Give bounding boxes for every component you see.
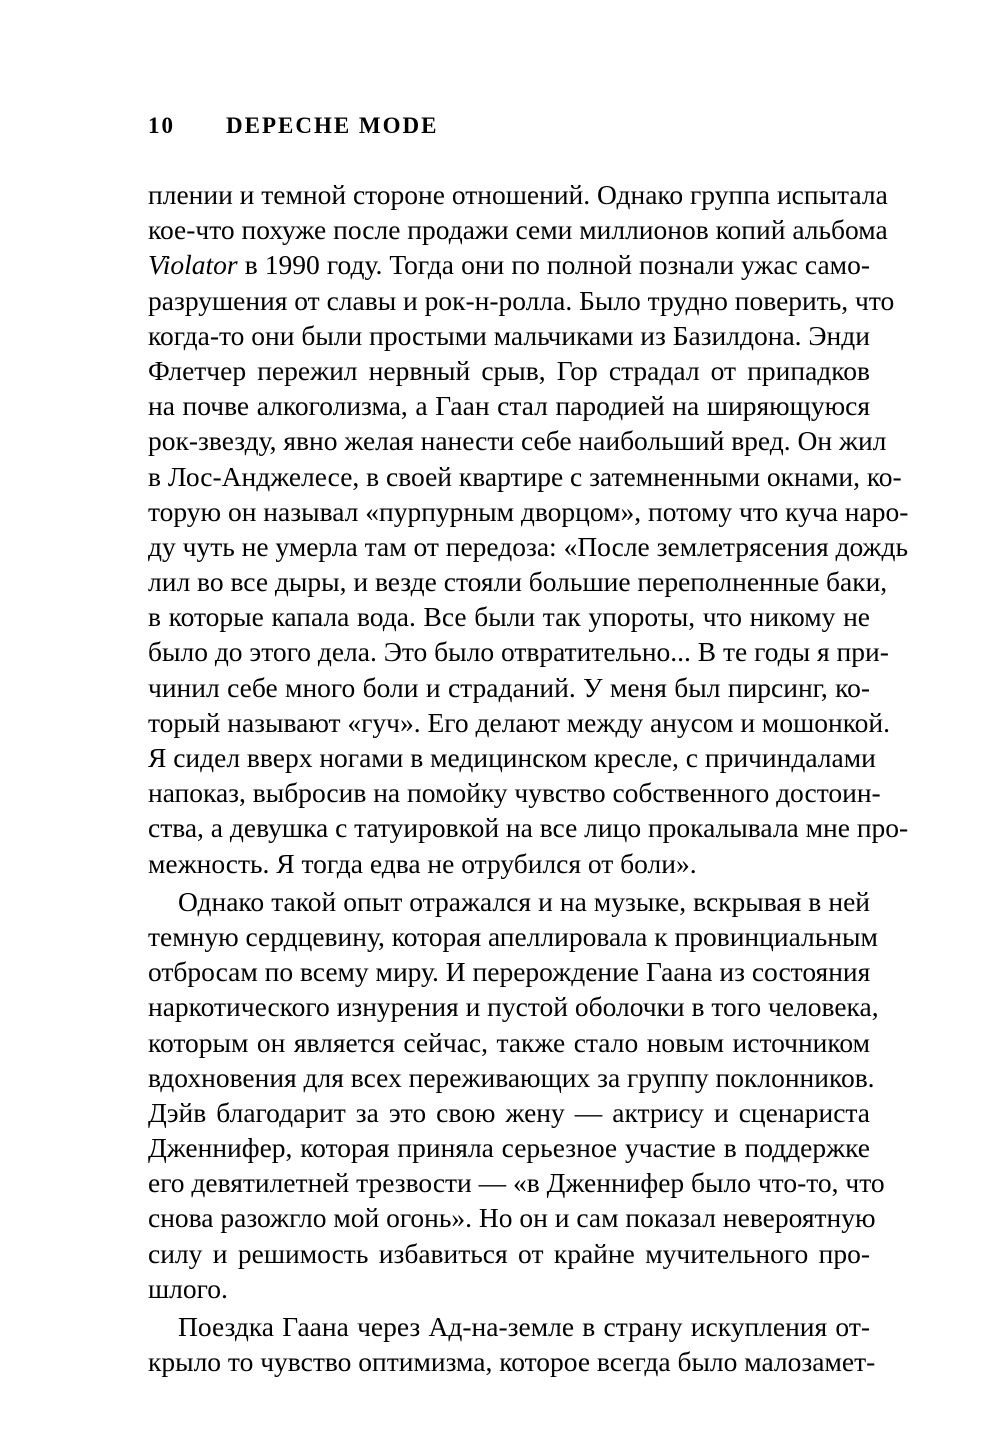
text-line: наркотического изнурения и пустой оболочки в того человека, — [148, 991, 879, 1023]
text-line — [148, 247, 870, 282]
text-line-rest: в 1990 году. Тогда они по полной познали ужас само- — [237, 249, 870, 281]
album-title: Violator — [148, 249, 238, 281]
text-line: торый называют «гуч». Его делают между анусом и мошонкой. — [148, 706, 891, 738]
text-line: Дженнифер, которая приняла серьезное участие в поддержке — [148, 1132, 870, 1164]
text-line: чинил себе много боли и страданий. У меня был пирсинг, ко- — [148, 671, 870, 703]
text-line: лил во все дыры, и везде стояли большие переполненные баки, — [148, 566, 888, 598]
text-line: снова разожгло мой огонь». Но он и сам показал невероятную — [148, 1202, 876, 1234]
text-line: шлого. — [148, 1272, 228, 1304]
book-title: DEPECHE MODE — [226, 113, 439, 138]
text-line: темную сердцевину, которая апеллировала к провинциальным — [148, 920, 878, 952]
text-line: Поездка Гаана через Ад-на-земле в страну искупления от- — [178, 1311, 870, 1342]
text-line: Дэйв благодарит за это свою жену — актрису и сценариста — [148, 1096, 870, 1128]
text-line: кое-что похуже после продажи семи миллионов копий альбома — [148, 214, 888, 246]
text-line: силу и решимость избавиться от крайне мучительного про- — [148, 1237, 870, 1269]
paragraph — [148, 177, 909, 881]
body-text — [148, 177, 909, 1379]
paragraph — [148, 884, 885, 1306]
text-line: разрушения от славы и рок-н-ролла. Было трудно поверить, что — [148, 284, 895, 316]
text-line: в Лос-Анджелесе, в своей квартире с затемненными окнами, ко- — [148, 460, 902, 492]
text-line: Я сидел вверх ногами в медицинском кресле, с причиндалами — [148, 742, 876, 773]
running-head — [148, 113, 438, 139]
page-number: 10 — [148, 113, 175, 138]
paragraph — [148, 1309, 876, 1379]
text-line: рок-звезду, явно желая нанести себе наибольший вред. Он жил — [148, 425, 887, 457]
text-line: напоказ, выбросив на помойку чувство собственного достоин- — [148, 777, 881, 809]
text-line: ства, а девушка с татуировкой на все лицо прокалывала мне про- — [148, 812, 909, 844]
text-line: крыло то чувство оптимизма, которое всегда было малозамет- — [148, 1346, 876, 1378]
text-line: когда-то они были простыми мальчиками из Базилдона. Энди — [148, 319, 870, 351]
text-line: которым он является сейчас, также стало новым источником — [148, 1026, 870, 1058]
text-line: его девятилетней трезвости — «в Дженнифер было что-то, что — [148, 1167, 885, 1199]
text-line: на почве алкоголизма, а Гаан стал пародией на ширяющуюся — [148, 390, 870, 422]
text-line: межность. Я тогда едва не отрубился от боли». — [148, 847, 697, 879]
text-line: вдохновения для всех переживающих за группу поклонников. — [148, 1061, 875, 1093]
text-line: Флетчер пережил нервный срыв, Гор страдал от припадков — [148, 354, 870, 386]
text-line: торую он называл «пурпурным дворцом», потому что куча наро- — [148, 495, 909, 527]
text-line: плении и темной стороне отношений. Однако группа испытала — [148, 179, 888, 210]
text-line: в которые капала вода. Все были так упороты, что никому не — [148, 601, 870, 633]
text-line: Однако такой опыт отражался и на музыке, вскрывая в ней — [178, 885, 870, 917]
text-line: было до этого дела. Это было отвратительно... В те годы я при- — [148, 636, 889, 668]
text-line: отбросам по всему миру. И перерождение Гаана из состояния — [148, 956, 871, 988]
text-line: ду чуть не умерла там от передоза: «После землетрясения дождь — [148, 530, 909, 562]
